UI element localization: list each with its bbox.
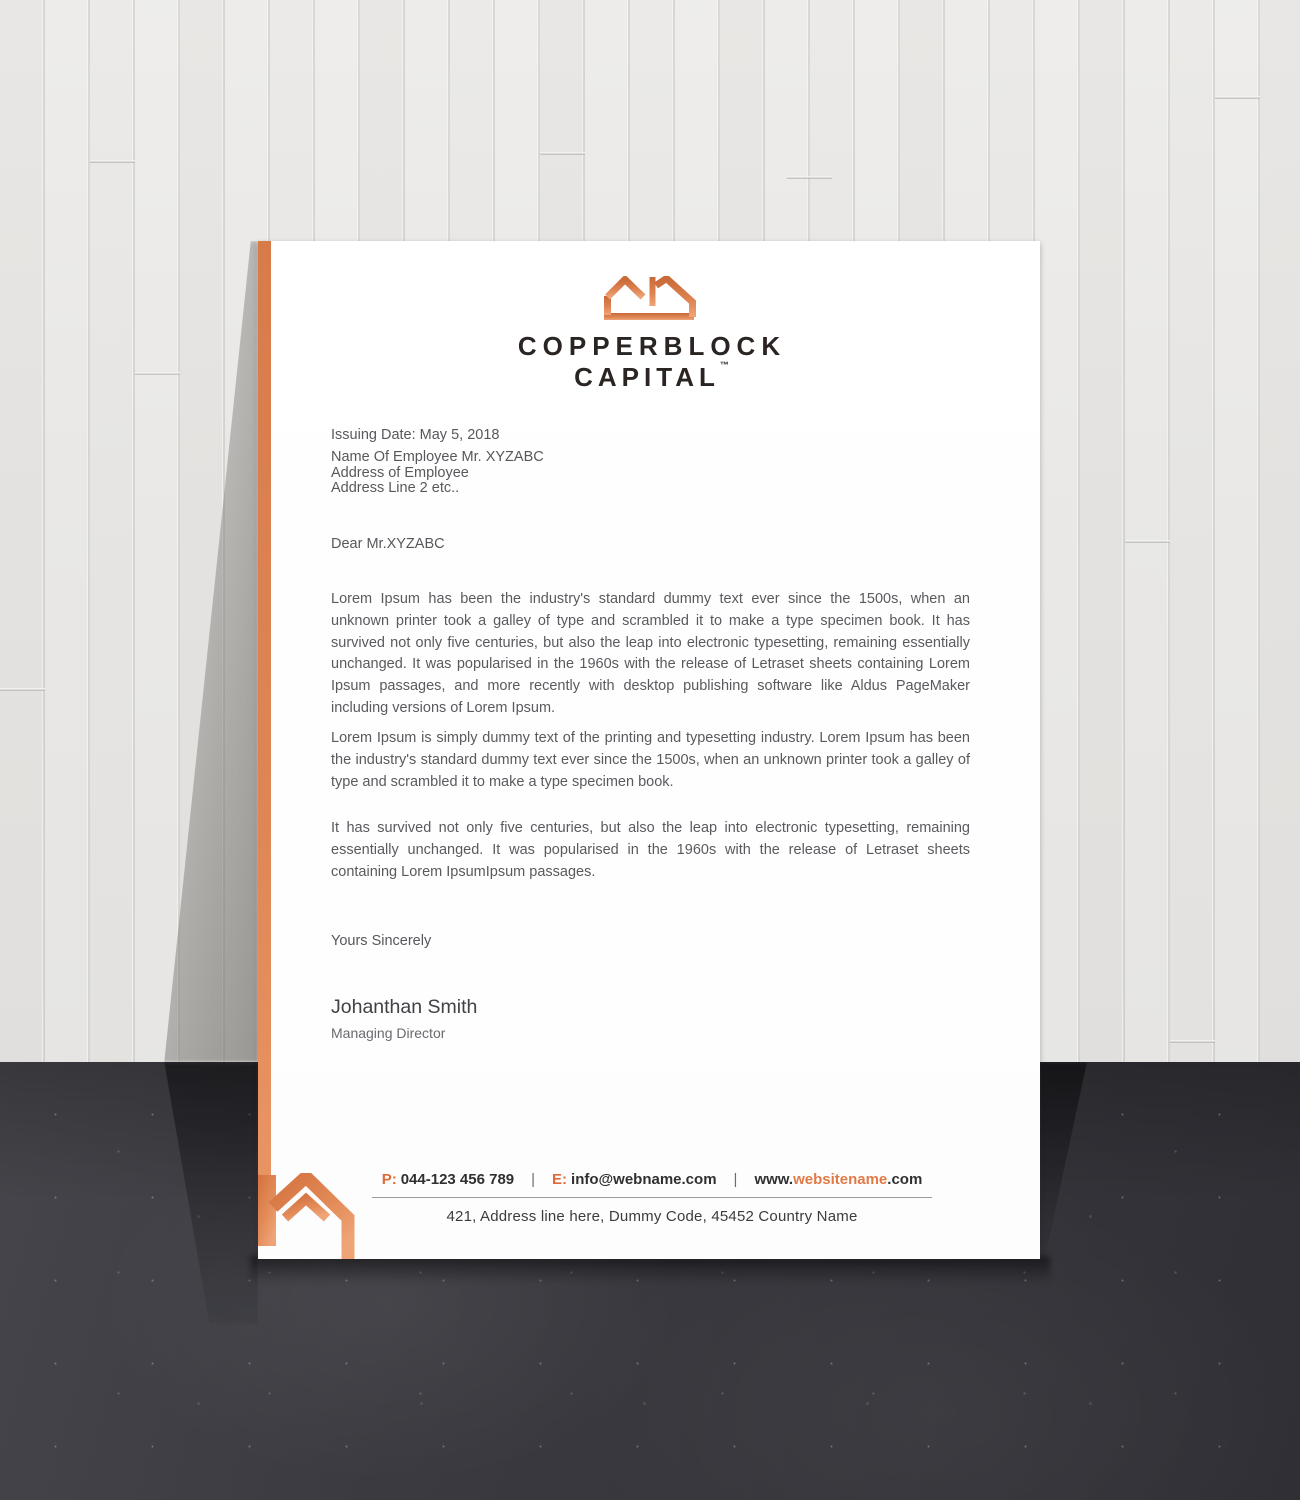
recipient-name: Name Of Employee Mr. XYZABC (331, 449, 544, 465)
street-address: 421, Address line here, Dummy Code, 45452 Country Name (446, 1208, 858, 1225)
wood-seam (135, 372, 180, 375)
contact-line (372, 1171, 932, 1198)
wood-seam (1215, 96, 1260, 99)
house-ornament-icon (258, 1173, 358, 1259)
brand-name-line2 (258, 360, 1040, 393)
signatory-name: Johanthan Smith (331, 996, 478, 1018)
website-name: websitename (793, 1171, 888, 1188)
issuing-date: Issuing Date: May 5, 2018 (331, 427, 500, 443)
email-address: info@webname.com (571, 1171, 717, 1188)
body-paragraph-1: Lorem Ipsum has been the industry's standard dummy text ever since the 1500s, when an unknown printer took a galley of type and scrambled it to make a type specimen book. It has survived not only five centuries, but also the leap into electronic typesetting, remaining essentially unchanged. It was popularised in the 1960s with the release of Letraset sheets containing Lorem Ipsum passages, and more recently with desktop publishing software like Aldus PageMaker including versions of Lorem Ipsum. (331, 591, 970, 716)
recipient-address1: Address of Employee (331, 464, 469, 481)
signatory-title: Managing Director (331, 1025, 446, 1041)
phone-label: P: (381, 1171, 397, 1188)
separator-bar: | (733, 1171, 738, 1188)
wood-seam (787, 176, 832, 179)
email-label: E: (552, 1171, 568, 1188)
wood-seam (1170, 1040, 1215, 1043)
separator-bar: | (531, 1171, 536, 1188)
brand-name-capital: CAPITAL (574, 362, 720, 392)
brand-logo-icon (602, 276, 696, 322)
brand-name-line1: COPPERBLOCK (517, 331, 787, 361)
trademark-symbol: ™ (719, 360, 729, 370)
website-prefix: www. (754, 1171, 794, 1188)
wood-seam (0, 688, 45, 691)
recipient-block (331, 450, 970, 497)
body-paragraph-2: Lorem Ipsum is simply dummy text of the printing and typesetting industry. Lorem Ipsum has been the industry's standard dummy text ever since the 1500s, when an unknown printer took a galley of type and scrambled it to make a type specimen book. (331, 730, 970, 790)
phone-number: 044-123 456 789 (400, 1171, 515, 1188)
closing-line: Yours Sincerely (331, 933, 432, 949)
website-suffix: .com (887, 1171, 923, 1188)
salutation: Dear Mr.XYZABC (331, 536, 445, 552)
letterhead-footer (372, 1171, 932, 1225)
wood-seam (1125, 540, 1170, 543)
recipient-address2: Address Line 2 etc.. (331, 480, 460, 496)
letterhead-paper (258, 241, 1040, 1259)
wood-seam (540, 152, 585, 155)
wood-seam (90, 160, 135, 163)
body-paragraph-3: It has survived not only five centuries, but also the leap into electronic typesetting, remaining essentially unchanged. It was popularised in the 1960s with the release of Letraset sheets containing Lorem IpsumIpsum passages. (331, 820, 970, 880)
